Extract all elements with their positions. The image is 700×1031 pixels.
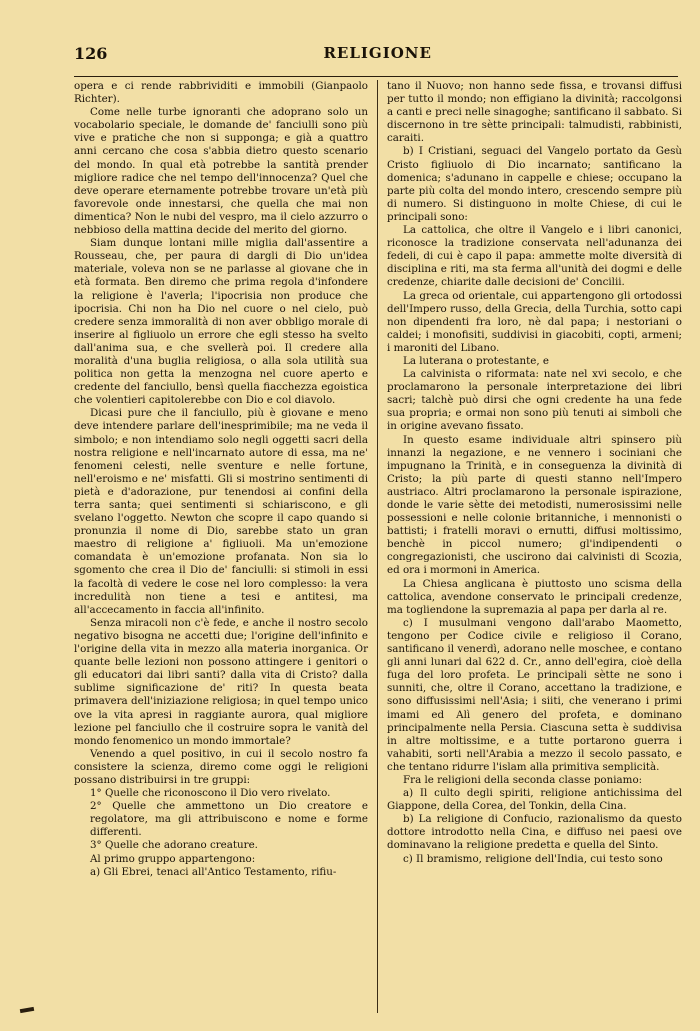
- paragraph: La greca od orientale, cui appartengono gli ortodossi dell'Impero russo, della Grecia, della Turchia, sotto capi non dipendenti fra loro, nè dal papa; i nestoriani o caldei; i monofisiti, suddivisi in giacobiti, copti, armeni; i maroniti del Libano.: [387, 289, 682, 354]
- paragraph: c) I musulmani vengono dall'arabo Maometto, tengono per Codice civile e religioso il Corano, santificano il venerdì, adorano nelle moschee, e contano gli anni lunari dal 622 d. Cr., anno dell'egira, cioè della fuga del loro profeta. Le principali sètte ne sono i sunniti, che, oltre il Corano, accettano la tradizione, e sono diffusissimi nell'Asia; i siiti, che venerano i primi imami ed Alì genero del profeta, e dominano principalmente nella Persia. Ciascuna setta è suddivisa in altre moltissime, e a tutte portarono guerra i vahabiti, sorti nell'Arabia a mezzo il secolo passato, e che tentano ridurre l'islam alla primitiva semplicità.: [387, 616, 682, 773]
- paragraph: a) Il culto degli spiriti, religione antichissima del Giappone, della Corea, del Tonkin, della Cina.: [387, 787, 682, 813]
- paragraph: Fra le religioni della seconda classe poniamo:: [403, 773, 643, 786]
- paragraph: La Chiesa anglicana è piuttosto uno scisma della cattolica, avendone conservato le principali credenze, ma togliendone la supremazia al papa per darla al re.: [387, 577, 682, 616]
- list-item: 1° Quelle che riconoscono il Dio vero rivelato.: [90, 787, 331, 800]
- list-item: 3° Quelle che adorano creature.: [90, 839, 258, 852]
- paragraph: La cattolica, che oltre il Vangelo e i libri canonici, riconosce la tradizione conservata nell'adunanza dei fedeli, di cui è capo il papa: ammette molte diversità di disciplina e riti, ma sta ferma all'unità dei dogmi e delle credenze, chiarite dalle decisioni de' Concilii.: [387, 224, 682, 289]
- running-head: RELIGIONE: [323, 44, 432, 62]
- ink-mark: [20, 1007, 34, 1013]
- left-column: [74, 80, 378, 1013]
- page-header: [74, 44, 678, 77]
- list-item: 2° Quelle che ammettono un Dio creatore e regolatore, ma gli attribuiscono e nome e forme differenti.: [90, 800, 368, 839]
- paragraph: In questo esame individuale altri spinsero più innanzi la negazione, e ne vennero i sociniani che impugnano la Trinità, e in conseguenza la divinità di Cristo; la più parte di questi stanno nell'Impero austriaco. Altri proclamarono la personale ispirazione, donde le varie sètte dei metodisti, numerosissimi nelle possessioni e nelle colonie britanniche, i mennonisti o battisti; i fratelli moravi o ernutti, diffusi moltissimo, benchè in piccol numero; gl'indipendenti o congregazionisti, che uscirono dai calvinisti di Scozia, ed ora i mormoni in America.: [387, 433, 682, 577]
- paragraph: Siam dunque lontani mille miglia dall'assentire a Rousseau, che, per paura di dargli di Dio un'idea materiale, voleva non se ne parlasse al giovane che in età formata. Ben diremo che prima regola d'infondere la religione è l'averla; l'ipocrisia non produce che ipocrisia. Chi non ha Dio nel cuore o nel cielo, può credere senza immoralità di non aver obbligo morale di inserire al figliuolo un errore che egli stesso ha svelto dall'anima sua, e che svellerà poi. Il credere alla moralità d'una buglia religiosa, o alla sola utilità sua politica non getta la menzogna nel cuore aperto e credente del fanciullo, bensì quella fiacchezza egoistica che volentieri capitolerebbe con Dio e col diavolo.: [74, 237, 368, 407]
- paragraph: Venendo a quel positivo, in cui il secolo nostro fa consistere la scienza, diremo come oggi le religioni possano distribuirsi in tre gruppi:: [74, 747, 368, 786]
- paragraph: opera e ci rende rabbrividiti e immobili (Gianpaolo Richter).: [74, 80, 368, 106]
- list-item: Al primo gruppo appartengono:: [90, 852, 256, 865]
- text-columns: [74, 80, 682, 1013]
- paragraph: b) La religione di Confucio, razionalismo da questo dottore introdotto nella Cina, e diffuso nei paesi ove dominavano la religione predetta e quella del Sinto.: [387, 813, 682, 852]
- paragraph: La luterana o protestante, e: [403, 354, 549, 367]
- paragraph: c) Il bramismo, religione dell'India, cui testo sono: [403, 852, 663, 865]
- paragraph: Senza miracoli non c'è fede, e anche il nostro secolo negativo bisogna ne accetti due; l'origine dell'infinito e l'origine della vita in mezzo alla materia inorganica. Or quante belle lezioni non possono attingere i genitori o gli educatori dai libri santi? dalla vita di Cristo? dalla sublime significazione de' riti? In questa beata primavera dell'iniziazione religiosa; in quel tempo unico ove la vita apresi in raggiante aurora, qual migliore lezione pel fanciullo che il costruire sopra le vanità del mondo fenomenico un mondo immortale?: [74, 616, 368, 747]
- right-column: [378, 80, 682, 1013]
- paragraph: b) I Cristiani, seguaci del Vangelo portato da Gesù Cristo figliuolo di Dio incarnato; santificano la domenica; s'adunano in cappelle e chiese; occupano la parte più colta del mondo intero, crescendo sempre più di numero. Si distinguono in molte Chiese, di cui le principali sono:: [387, 145, 682, 223]
- page-number: 126: [74, 44, 108, 63]
- list-item: a) Gli Ebrei, tenaci all'Antico Testamento, rifiu-: [90, 865, 337, 878]
- paragraph: tano il Nuovo; non hanno sede fissa, e trovansi diffusi per tutto il mondo; non effigiano la divinità; raccolgonsi a canti e preci nelle sinagoghe; santificano il sabbato. Si discernono in tre sètte principali: talmudisti, rabbinisti, caraiti.: [387, 80, 682, 145]
- paragraph: La calvinista o riformata: nate nel xvi secolo, e che proclamarono la personale interpretazione dei libri sacri; talchè può dirsi che ogni credente ha una fede sua propria; e ormai non sono più tenuti ai simboli che in origine avevano fissato.: [387, 368, 682, 433]
- paragraph: Dicasi pure che il fanciullo, più è giovane e meno deve intendere parlare dell'inesprimibile; ma ne veda il simbolo; e non intendiamo solo negli oggetti sacri della nostra religione e nell'incarnato autore di essa, ma ne' fenomeni celesti, nelle sventure e nelle fortune, nell'eroismo e ne' misfatti. Gli si mostrino sentimenti di pietà e d'adorazione, pur tenendosi ai confini della terra santa; quei sentimenti si schiariscono, e gli svelano l'oggetto. Newton che scopre il capo quando si pronunzia il nome di Dio, sarebbe stato un gran maestro di religione a' figliuoli. Ma un'emozione comandata è un'emozione profanata. Non sia lo sgomento che crea il Dio de' fanciulli: si stimoli in essi la facoltà di vedere le cose nel loro complesso: la vera incredulità non tiene a tesi e antitesi, ma all'accecamento in faccia all'infinito.: [74, 407, 368, 616]
- paragraph: Come nelle turbe ignoranti che adoprano solo un vocabolario speciale, le domande de' fanciulli sono più vive e pratiche che non si supponga; e già a quattro anni cercano che cosa s'abbia dietro questo scenario del mondo. In qual età potrebbe la santità prender migliore radice che nel tempo dell'innocenza? Quel che deve operare eternamente potrebbe trovare un'età più favorevole onde innestarsi, che quella che mai non dimentica? Non le nubi del vespro, ma il cielo azzurro o nebbioso della mattina decide del merito del giorno.: [74, 106, 368, 237]
